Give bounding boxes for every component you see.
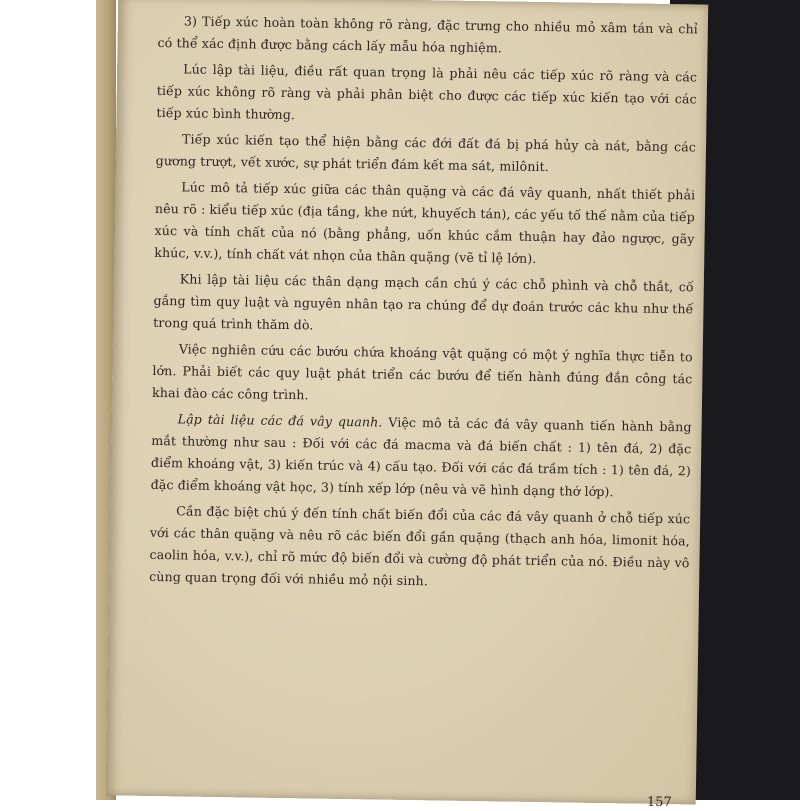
page-number: 157 (646, 794, 672, 811)
paragraph-contact-description: Lúc mô tả tiếp xúc giữa các thân quặng và các đá vây quanh, nhất thiết phải nêu rõ : kiểu tiếp xúc (địa tầng, khe nứt, khuyếch tán), các yếu tố thế nằm của tiếp xúc và tính chất của nó (bằng phẳng, uốn khúc cắm thuận hay đảo ngược, gãy khúc, v.v.), tính chất vát nhọn của thân quặng (vẽ tỉ lệ lớn). (154, 179, 696, 266)
section-body: Việc mô tả các đá vây quanh tiến hành bằng mắt thường như sau : Đối với các đá macma và đá biến chất : 1) tên đá, 2) đặc điểm khoáng vật, 3) kiến trúc và 4) cấu tạo. Đối với các đá trầm tích : 1) tên đá, 2) đặc điểm khoáng vật học, 3) tính xếp lớp (nêu và vẽ hình dạng thớ lớp). (150, 414, 692, 500)
paragraph-contact-types: 3) Tiếp xúc hoàn toàn không rõ ràng, đặc trưng cho nhiều mỏ xâm tán và chỉ có thể xác định được bằng cách lấy mẫu hóa nghiệm. (157, 13, 698, 56)
paragraph-alteration: Cần đặc biệt chú ý đến tính chất biến đổi của các đá vây quanh ở chỗ tiếp xúc với các thân quặng và nêu rõ các biến đổi gần quặng (thạch anh hóa, limonit hóa, caolin hóa, v.v.), chỉ rõ mức độ biến đổi và cường độ phát triển của nó. Điều này vô cùng quan trọng đối với nhiều mỏ nội sinh. (149, 503, 691, 589)
paragraph-host-rocks (150, 408, 691, 504)
section-heading: Lập tài liệu các đá vây quanh. (177, 411, 383, 430)
paragraph-vein-bodies: Khi lập tài liệu các thân dạng mạch cần chú ý các chỗ phình và chỗ thắt, cố gắng tìm quy luật và nguyên nhân tạo ra chúng để dự đoán trước các khu như thế trong quá trình thăm dò. (153, 271, 694, 333)
paragraph-documentation: Lúc lập tài liệu, điều rất quan trọng là phải nêu các tiếp xúc rõ ràng và các tiếp xúc không rõ ràng và phải phân biệt cho được các tiếp xúc kiến tạo với các tiếp xúc bình thường. (156, 61, 698, 123)
paragraph-ore-bulges: Việc nghiên cứu các bướu chứa khoáng vật quặng có một ý nghĩa thực tiễn to lớn. Phải biết các quy luật phát triển các bướu để tiến hành đúng đắn công tác khai đào các công trình. (151, 341, 693, 403)
page-text (149, 10, 698, 596)
paragraph-tectonic-contact: Tiếp xúc kiến tạo thể hiện bằng các đới đất đá bị phá hủy cà nát, bằng các gương trượt, vết xước, sự phát triển đám kết ma sát, milônit. (155, 131, 697, 175)
book-page (106, 0, 708, 811)
